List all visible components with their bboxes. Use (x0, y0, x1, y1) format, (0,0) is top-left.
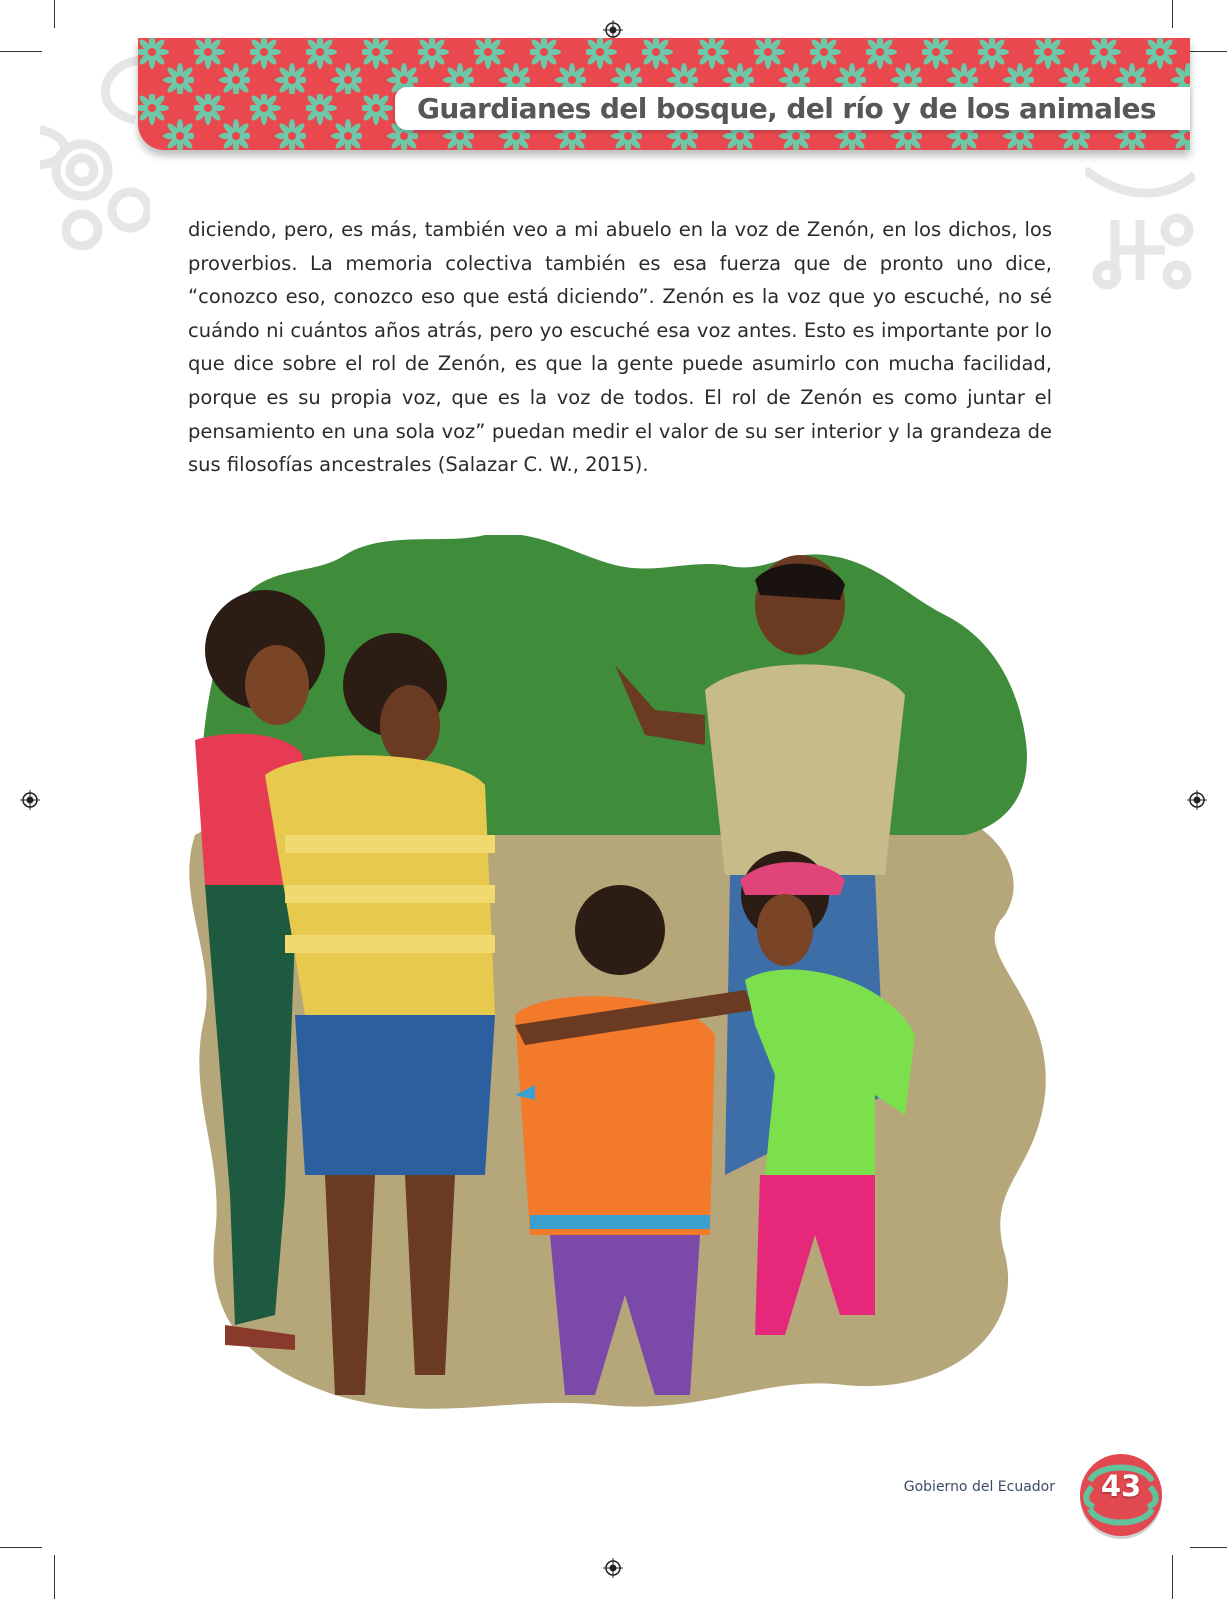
registration-mark-icon (603, 1558, 623, 1578)
crop-mark (0, 51, 42, 52)
page-title: Guardianes del bosque, del río y de los animales (417, 92, 1156, 125)
page-number: 43 (1100, 1469, 1142, 1503)
crop-mark (1172, 0, 1173, 28)
registration-mark-icon (1187, 790, 1207, 810)
body-paragraph: diciendo, pero, es más, también veo a mi abuelo en la voz de Zenón, en los dichos, los proverbios. La memoria colectiva también es esa fuerza que de pronto uno dice, “conozco eso, conozco eso que está diciendo”. Zenón es la voz que yo escuché, no sé cuándo ni cuántos años atrás, pero yo escuché esa voz antes. Esto es importante por lo que dice sobre el rol de Zenón, es que la gente puede asumirlo con mucha facilidad, porque es su propia voz, que es la voz de todos. El rol de Zenón es como juntar el pensamiento en una sola voz” puedan medir el valor de su ser interior y la grandeza de sus filosofías ancestrales (Salazar C. W., 2015). (188, 218, 1052, 477)
footer-publisher: Gobierno del Ecuador (903, 1479, 1055, 1495)
crop-mark (1190, 1547, 1227, 1548)
crop-mark (54, 1555, 55, 1599)
crop-mark (54, 0, 55, 28)
header-title-box (395, 87, 1190, 130)
spiral-ornament-icon (1085, 150, 1195, 290)
crop-mark (1172, 1555, 1173, 1599)
spiral-ornament-icon (40, 40, 150, 250)
illustration (185, 535, 1057, 1429)
registration-mark-icon (603, 20, 623, 40)
crop-mark (0, 1547, 42, 1548)
registration-mark-icon (20, 790, 40, 810)
crop-mark (1190, 51, 1227, 52)
